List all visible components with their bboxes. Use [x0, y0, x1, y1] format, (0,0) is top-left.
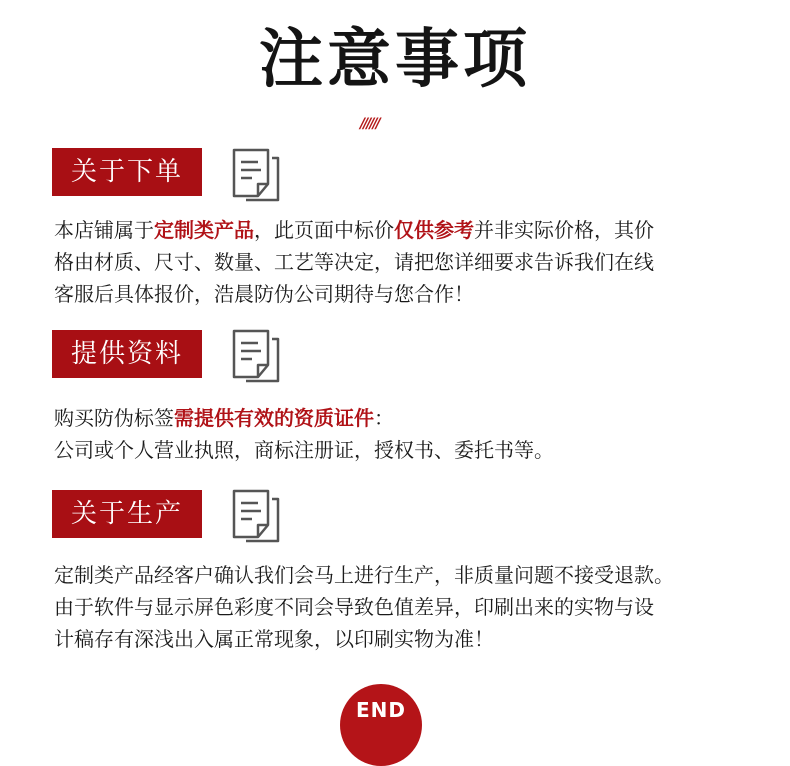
body-text: ： [374, 406, 394, 430]
text-line [54, 214, 754, 246]
body-text: 计稿存有深浅出入属正常现象，以印刷实物为准！ [54, 627, 494, 651]
document-icon [228, 327, 284, 385]
body-text: 购买防伪标签 [54, 406, 174, 430]
text-line [54, 278, 754, 310]
section-tag-production: 关于生产 [52, 490, 202, 538]
highlighted-text: 仅供参考 [394, 218, 474, 242]
body-text: 由于软件与显示屏色彩度不同会导致色值差异，印刷出来的实物与设 [54, 595, 654, 619]
body-text: 格由材质、尺寸、数量、工艺等决定，请把您详细要求告诉我们在线 [54, 250, 654, 274]
text-line [54, 402, 754, 434]
text-line [54, 623, 754, 655]
section-tag-ordering: 关于下单 [52, 148, 202, 196]
body-text: ，此页面中标价 [254, 218, 394, 242]
decorative-slashes: ////// [360, 116, 379, 132]
page-title: 注意事项 [259, 23, 531, 97]
document-icon [228, 487, 284, 545]
body-text: 并非实际价格，其价 [474, 218, 654, 242]
section-tag-documents: 提供资料 [52, 330, 202, 378]
end-label: END [355, 698, 406, 722]
section-body-production [54, 559, 754, 655]
highlighted-text: 需提供有效的资质证件 [174, 406, 374, 430]
highlighted-text: 定制类产品 [154, 218, 254, 242]
document-icon [228, 146, 284, 204]
section-body-documents [54, 402, 754, 466]
body-text: 本店铺属于 [54, 218, 154, 242]
section-body-ordering [54, 214, 754, 310]
text-line [54, 246, 754, 278]
body-text: 客服后具体报价，浩晨防伪公司期待与您合作！ [54, 282, 474, 306]
text-line [54, 434, 754, 466]
text-line [54, 559, 754, 591]
body-text: 定制类产品经客户确认我们会马上进行生产，非质量问题不接受退款。 [54, 563, 674, 587]
text-line [54, 591, 754, 623]
body-text: 公司或个人营业执照，商标注册证，授权书、委托书等。 [54, 438, 554, 462]
